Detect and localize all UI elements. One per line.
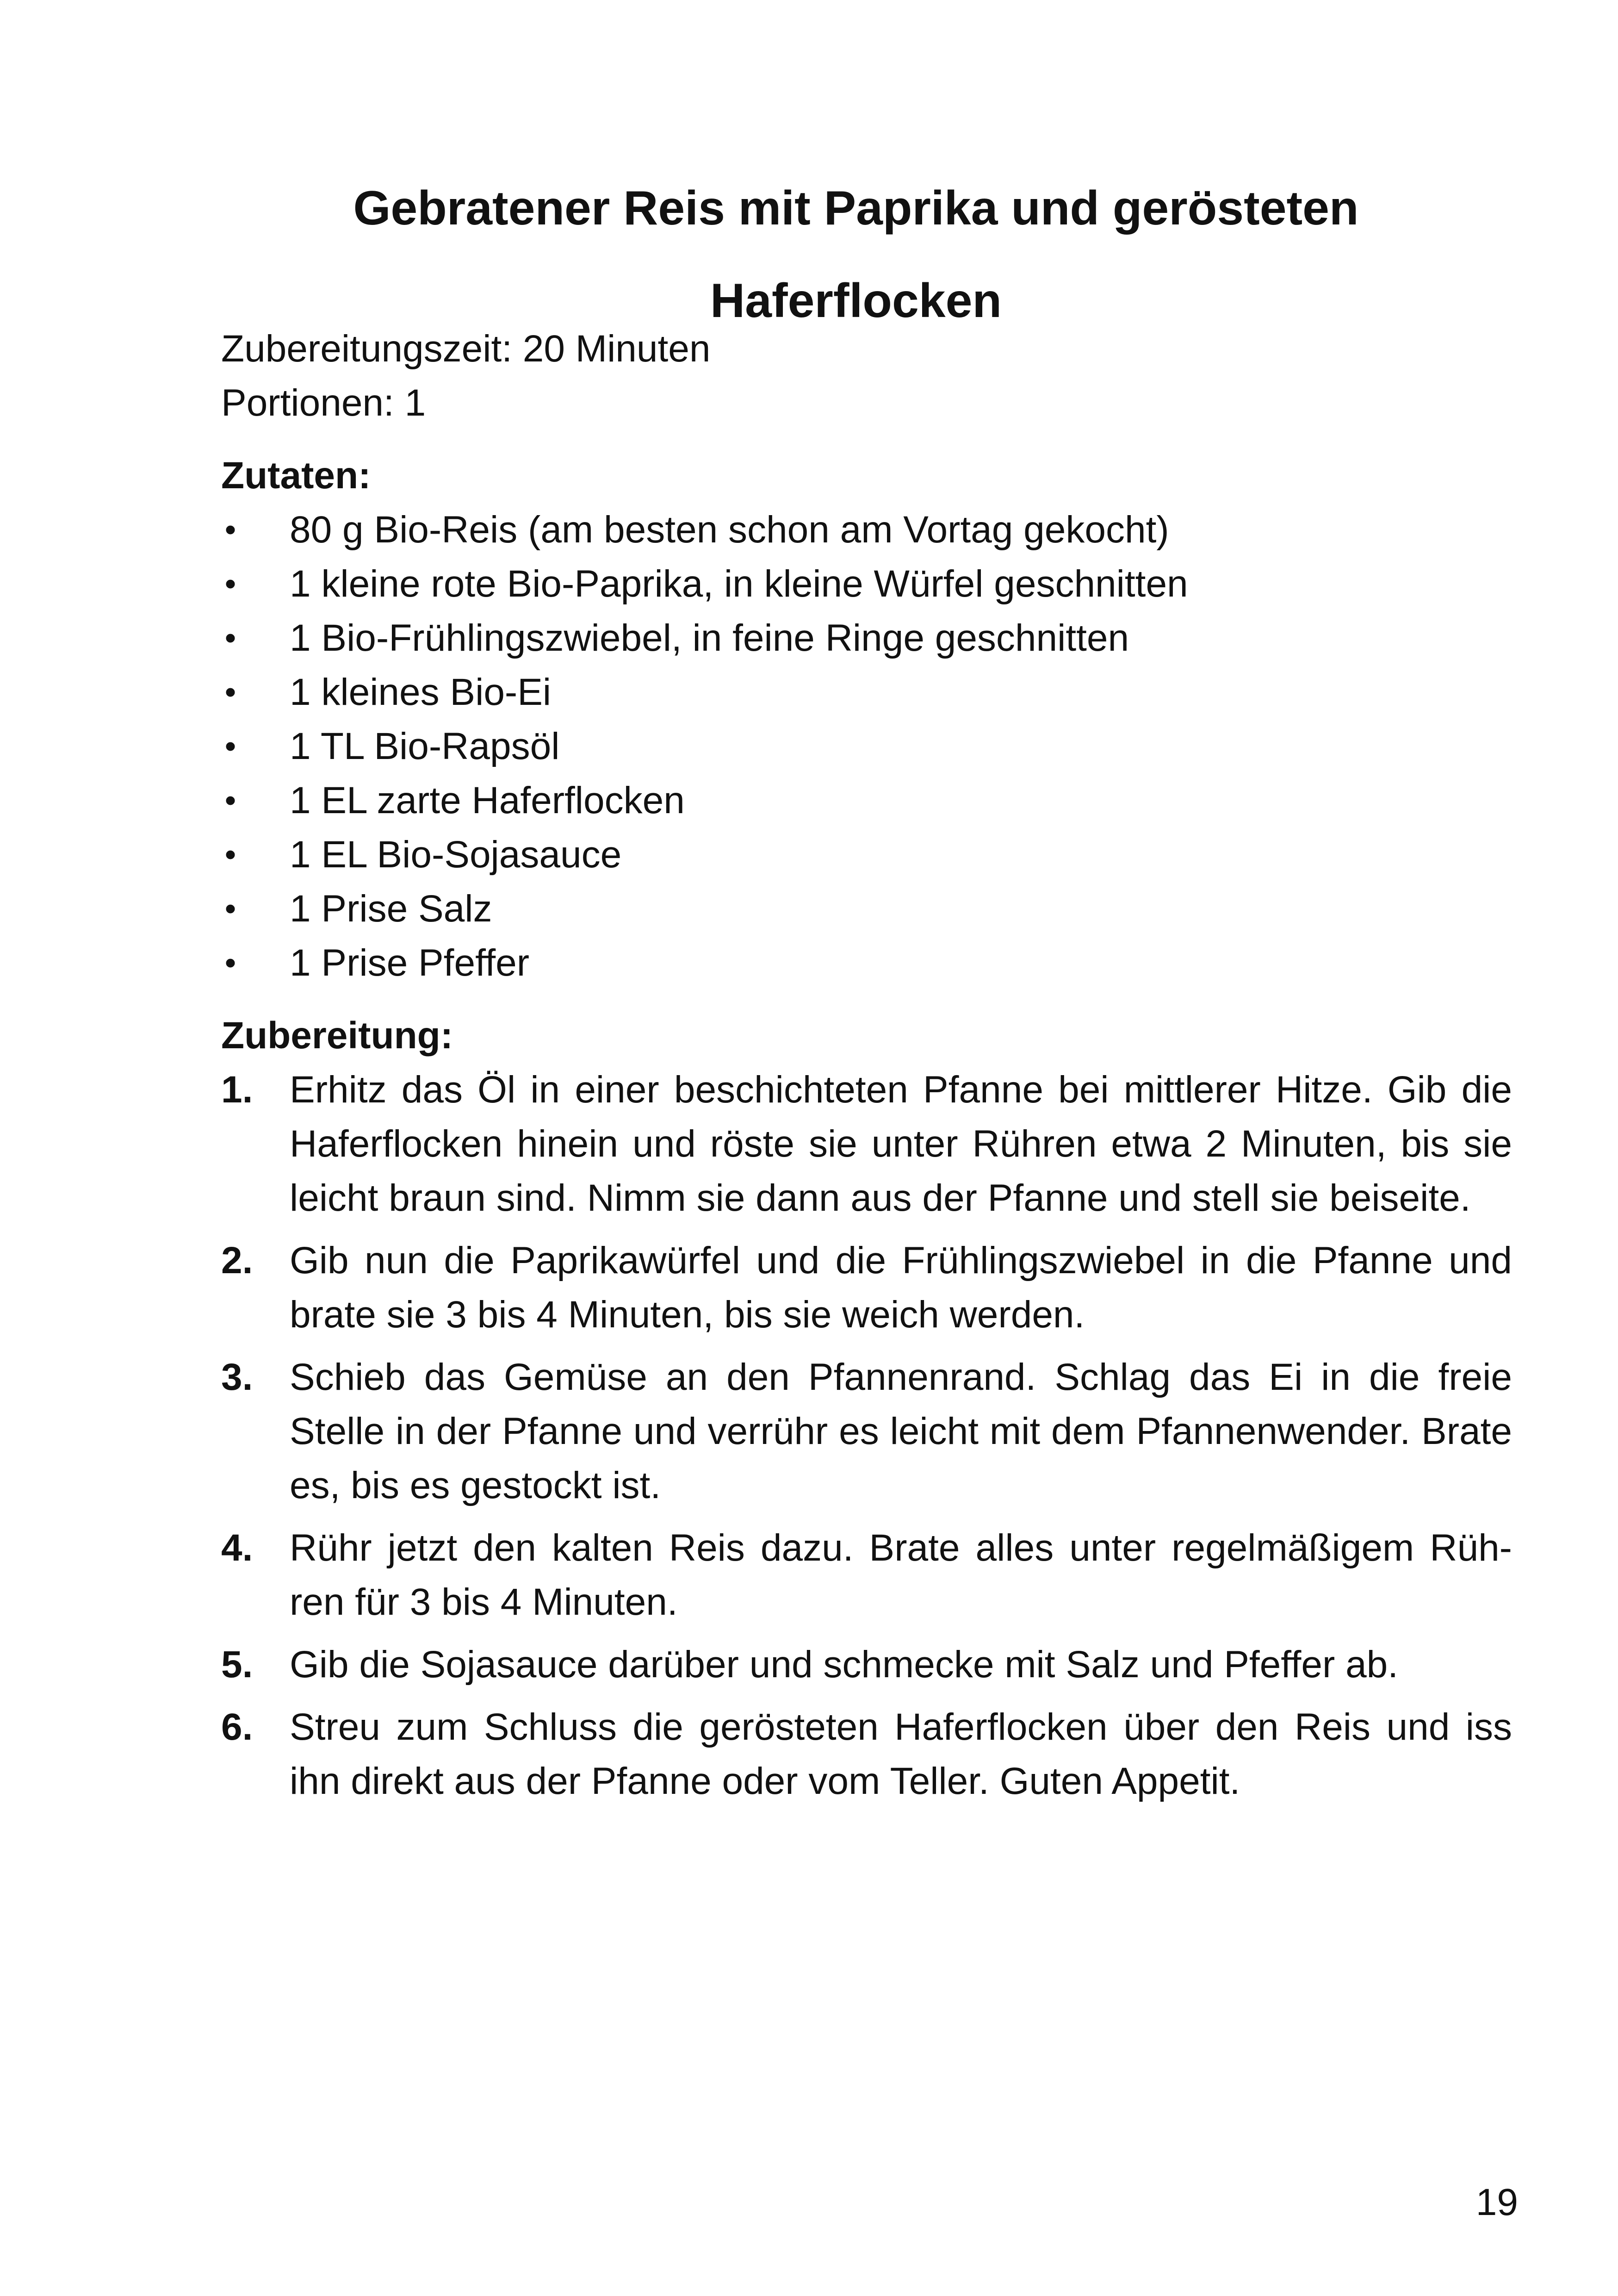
step-text: Erhitz das Öl in einer beschichteten Pfanne bei mittlerer Hitze. Gib die Haferflocken hinein und röste sie unter Rühren etwa 2 Minuten, bis sie leicht braun sind. Nimm sie dann aus der Pfanne und stell sie beiseite. (290, 1069, 1512, 1219)
ingredient-text: 1 Prise Salz (290, 888, 492, 930)
step-text: Schieb das Gemüse an den Pfannenrand. Schlag das Ei in die freie Stelle in der Pfanne und verrühr es leicht mit dem Pfannenwender. Brate es, bis es gestockt ist. (290, 1356, 1512, 1506)
bullet-icon: • (224, 782, 236, 818)
page-number: 19 (1475, 2181, 1518, 2223)
step-number: 4. (221, 1527, 253, 1569)
ingredient-item (221, 719, 1517, 773)
preparation-step (221, 1350, 1512, 1512)
recipe-title-line-1: Gebratener Reis mit Paprika und gerösteten (353, 181, 1359, 235)
ingredient-text: 1 EL zarte Haferflocken (290, 779, 685, 821)
recipe-title (278, 162, 1434, 347)
bullet-icon: • (224, 674, 236, 710)
preparation-step (221, 1637, 1512, 1692)
preparation-step (221, 1521, 1512, 1629)
bullet-icon: • (224, 728, 236, 764)
bullet-icon: • (224, 511, 236, 548)
ingredients-list (221, 503, 1517, 990)
step-number: 2. (221, 1239, 253, 1282)
bullet-icon: • (224, 890, 236, 927)
ingredient-item (221, 665, 1517, 719)
ingredient-text: 1 EL Bio-Sojasauce (290, 834, 622, 876)
step-text: Gib nun die Paprikawürfel und die Frühlingszwiebel in die Pfanne und brate sie 3 bis 4 Minuten, bis sie weich werden. (290, 1239, 1512, 1336)
ingredient-item (221, 611, 1517, 665)
step-number: 5. (221, 1643, 253, 1686)
ingredient-item (221, 503, 1517, 557)
ingredient-item (221, 882, 1517, 936)
step-text: Streu zum Schluss die gerösteten Haferflocken über den Reis und iss ihn direkt aus der Pfanne oder vom Teller. Guten Appetit. (290, 1706, 1512, 1802)
ingredient-text: 1 kleines Bio-Ei (290, 671, 552, 713)
ingredient-text: 80 g Bio-Reis (am besten schon am Vortag gekocht) (290, 509, 1169, 551)
preparation-heading: Zubereitung: (221, 1014, 453, 1057)
ingredient-text: 1 Bio-Frühlingszwiebel, in feine Ringe geschnitten (290, 617, 1129, 659)
ingredient-item (221, 557, 1517, 611)
ingredient-text: 1 kleine rote Bio-Paprika, in kleine Würfel geschnitten (290, 563, 1188, 605)
portions: Portionen: 1 (221, 382, 426, 424)
bullet-icon: • (224, 566, 236, 602)
ingredient-item (221, 828, 1517, 882)
ingredient-text: 1 TL Bio-Rapsöl (290, 725, 560, 767)
step-number: 1. (221, 1069, 253, 1111)
step-number: 3. (221, 1356, 253, 1398)
step-text: Rühr jetzt den kalten Reis dazu. Brate alles unter regelmäßigem Rüh-ren für 3 bis 4 Minuten. (290, 1527, 1512, 1623)
step-number: 6. (221, 1706, 253, 1748)
bullet-icon: • (224, 836, 236, 872)
prep-time: Zubereitungszeit: 20 Minuten (221, 328, 711, 370)
preparation-step (221, 1063, 1512, 1225)
step-text: Gib die Sojasauce darüber und schmecke mit Salz und Pfeffer ab. (290, 1643, 1399, 1686)
preparation-steps (221, 1063, 1512, 1808)
bullet-icon: • (224, 620, 236, 656)
bullet-icon: • (224, 945, 236, 981)
preparation-step (221, 1700, 1512, 1808)
recipe-body (221, 322, 1517, 1817)
preparation-step (221, 1233, 1512, 1342)
recipe-title-line-2: Haferflocken (710, 274, 1002, 328)
ingredient-text: 1 Prise Pfeffer (290, 942, 530, 984)
ingredients-heading: Zutaten: (221, 454, 371, 497)
ingredient-item (221, 773, 1517, 828)
ingredient-item (221, 936, 1517, 990)
